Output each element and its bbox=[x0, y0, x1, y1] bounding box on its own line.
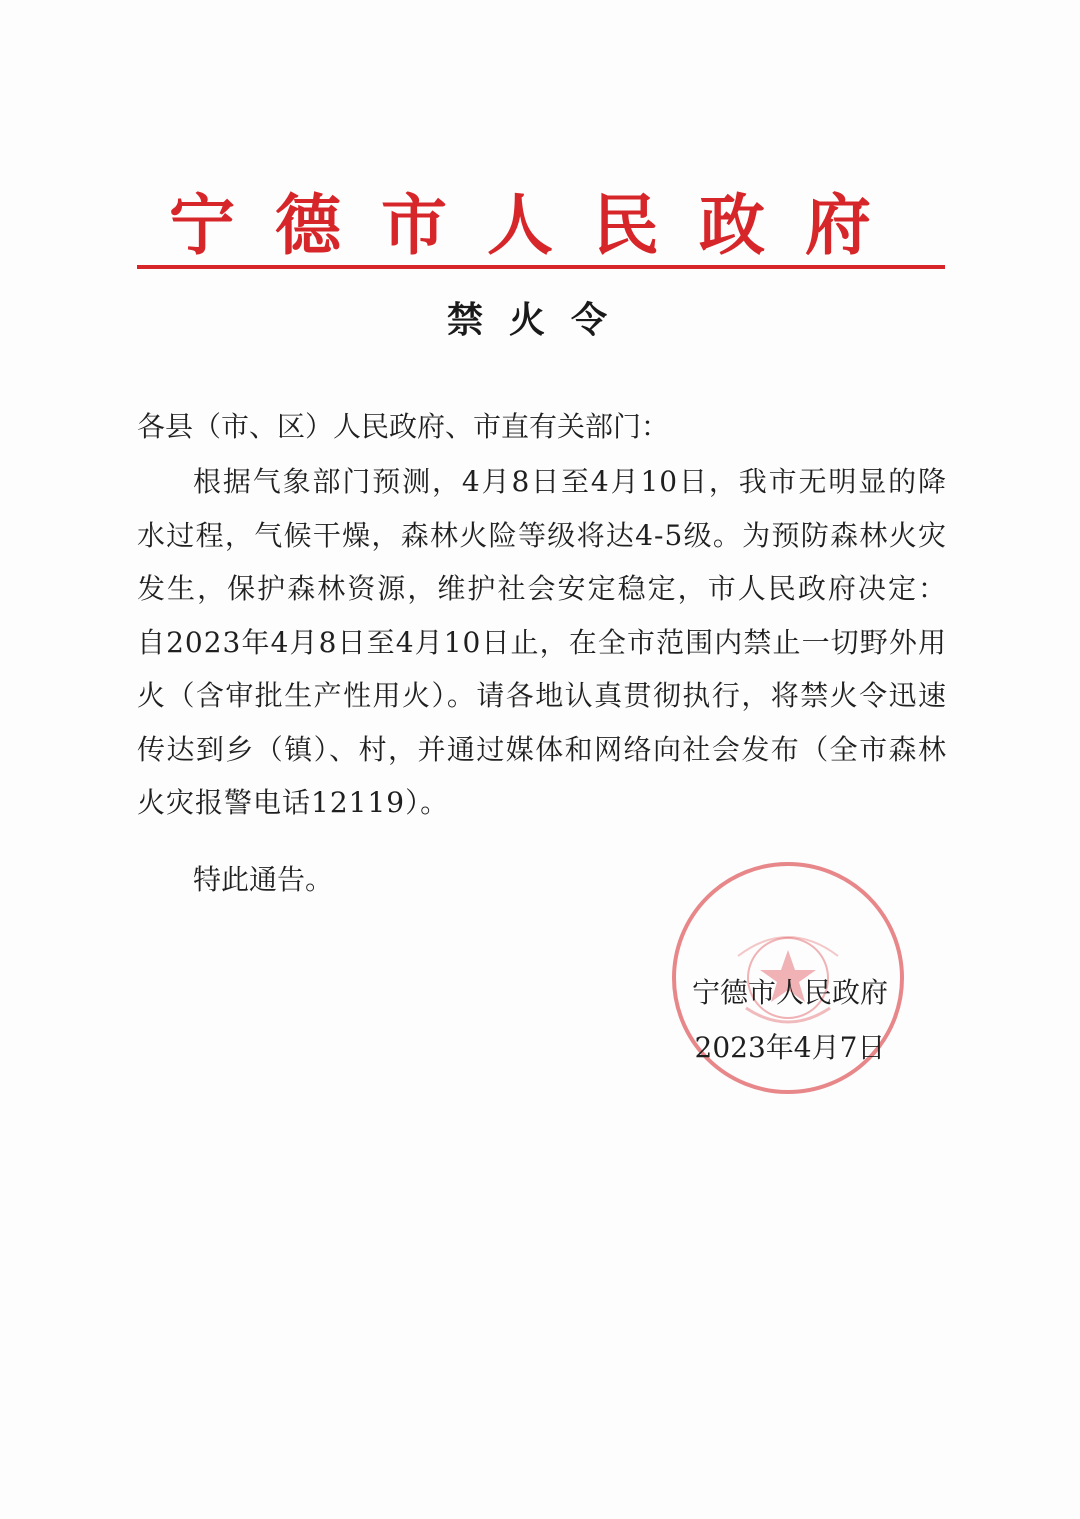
closing-line: 特此通告。 bbox=[193, 863, 334, 896]
signing-organization: 宁德市人民政府 bbox=[691, 976, 888, 1009]
main-paragraph: 根据气象部门预测，4月8日至4月10日，我市无明显的降水过程，气候干燥，森林火险等级将达4-5级。为预防森林火灾发生，保护森林资源，维护社会安定稳定，市人民政府决定：自2023年4月8日至4月10日止，在全市范围内禁止一切野外用火（含审批生产性用火）。请各地认真贯彻执行，将禁火令迅速传达到乡（镇）、村，并通过媒体和网络向社会发布（全市森林火灾报警电话12119）。 bbox=[137, 465, 947, 819]
header-red-rule bbox=[137, 265, 945, 269]
salutation: 各县（市、区）人民政府、市直有关部门： bbox=[137, 410, 670, 443]
document-title: 禁火令 bbox=[446, 299, 633, 341]
issuing-authority-header: 宁德市人民政府 bbox=[169, 186, 911, 264]
signing-date: 2023年4月7日 bbox=[694, 1031, 886, 1064]
